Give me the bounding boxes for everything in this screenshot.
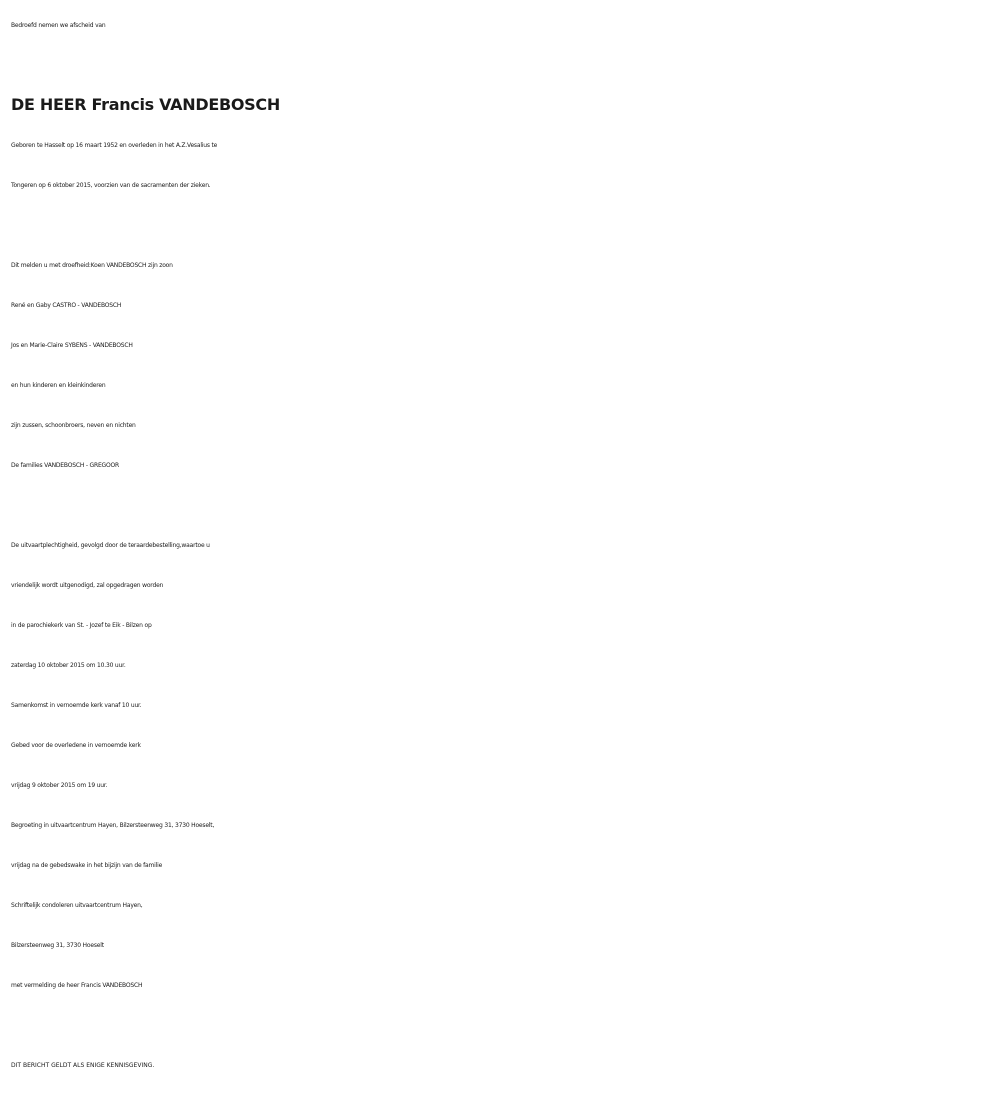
spacer — [11, 206, 991, 246]
paragraph-line: in de parochiekerk van St. - Jozef te Eik - Bilzen op — [11, 622, 152, 629]
paragraph-line: met vermelding de heer Francis VANDEBOSCH — [11, 982, 143, 989]
death-notice — [11, 6, 991, 1086]
paragraph-line: De uitvaartplechtigheid, gevolgd door de teraardebestelling,waartoe u — [11, 542, 210, 549]
paragraph-line: Jos en Marie-Claire SYBENS - VANDEBOSCH — [11, 342, 133, 349]
paragraph-line: Bilzersteenweg 31, 3730 Hoeselt — [11, 942, 104, 949]
intro-line: Bedroefd nemen we afscheid van — [11, 22, 106, 29]
paragraph-line: vrijdag 9 oktober 2015 om 19 uur. — [11, 782, 108, 789]
paragraph-line: vrijdag na de gebedswake in het bijzijn van de familie — [11, 862, 163, 869]
paragraph-line: vriendelijk wordt uitgenodigd, zal opgedragen worden — [11, 582, 164, 589]
paragraph-line: Samenkomst in vernoemde kerk vanaf 10 uur. — [11, 702, 142, 709]
deceased-name-title: DE HEER Francis VANDEBOSCH — [11, 95, 280, 114]
spacer — [11, 486, 991, 526]
paragraph-line: zaterdag 10 oktober 2015 om 10.30 uur. — [11, 662, 126, 669]
paragraph-line: René en Gaby CASTRO - VANDEBOSCH — [11, 302, 122, 309]
paragraph-line: zijn zussen, schoonbroers, neven en nichten — [11, 422, 136, 429]
ceremony-paragraph — [11, 526, 991, 1006]
paragraph-line: Geboren te Hasselt op 16 maart 1952 en overleden in het A.Z.Vesalius te — [11, 142, 218, 149]
paragraph-line: De families VANDEBOSCH - GREGOOR — [11, 462, 119, 469]
spacer — [11, 46, 991, 84]
paragraph-line: Gebed voor de overledene in vernoemde kerk — [11, 742, 141, 749]
closing-statement: DIT BERICHT GELDT ALS ENIGE KENNISGEVING. — [11, 1062, 155, 1069]
paragraph-line: Dit melden u met droefheid:Koen VANDEBOSCH zijn zoon — [11, 262, 173, 269]
paragraph-line: en hun kinderen en kleinkinderen — [11, 382, 106, 389]
spacer — [11, 1006, 991, 1046]
paragraph-line: Tongeren op 6 oktober 2015, voorzien van de sacramenten der zieken. — [11, 182, 211, 189]
paragraph-line: Schriftelijk condoleren uitvaartcentrum Hayen, — [11, 902, 143, 909]
birth-death-paragraph — [11, 126, 991, 206]
paragraph-line: Begroeting in uitvaartcentrum Hayen, Bilzersteenweg 31, 3730 Hoeselt, — [11, 822, 215, 829]
family-paragraph — [11, 246, 991, 486]
